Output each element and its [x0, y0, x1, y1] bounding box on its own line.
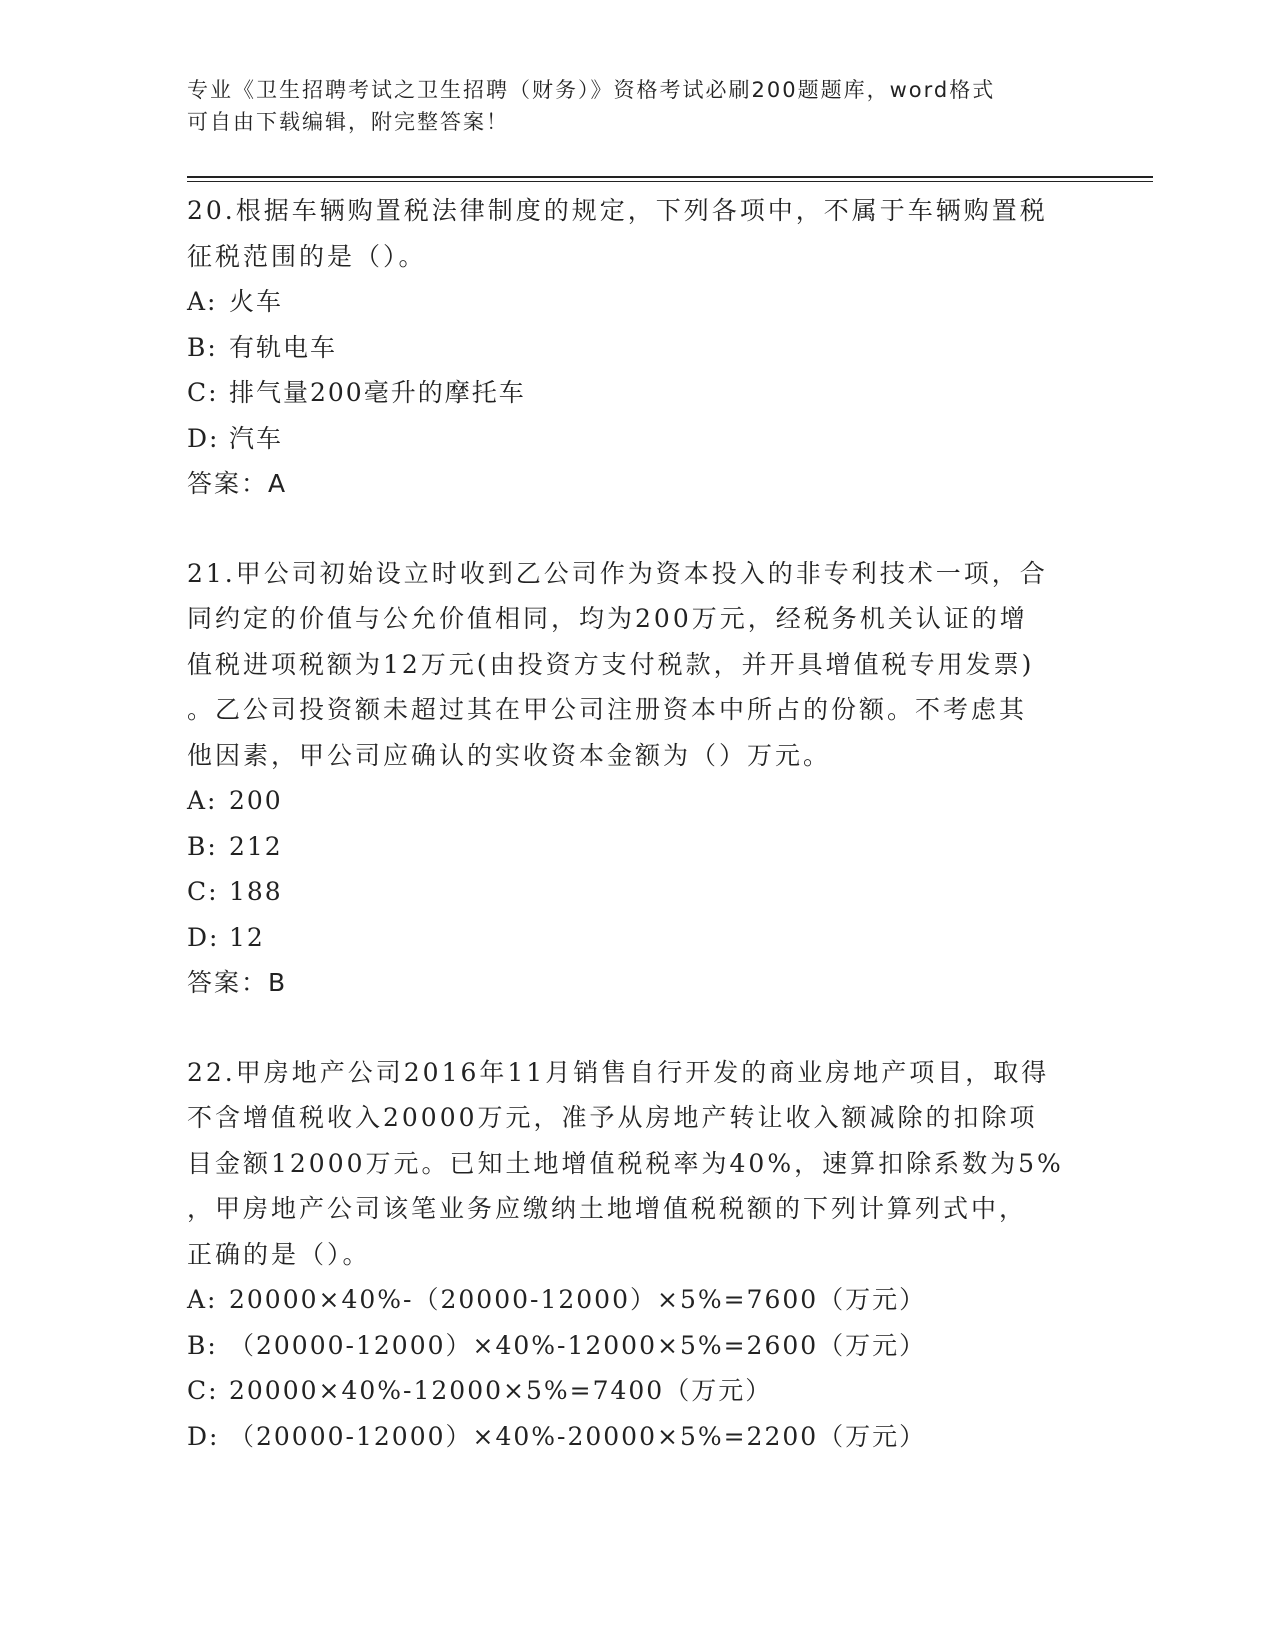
option-c [187, 370, 1087, 416]
option-text: 汽车 [229, 423, 284, 453]
option-label: C: [187, 378, 219, 407]
answer-line: 答案：B [187, 968, 288, 997]
answer-line: 答案：A [187, 469, 288, 498]
option-label: B: [187, 332, 218, 362]
option-text: 12 [229, 922, 265, 952]
option-text: 有轨电车 [229, 332, 338, 362]
question-stem-line: 。乙公司投资额未超过其在甲公司注册资本中所占的份额。不考虑其 [187, 695, 1028, 724]
question-20 [187, 188, 1087, 507]
question-stem-line: 他因素，甲公司应确认的实收资本金额为（）万元。 [187, 740, 832, 770]
option-label: B: [187, 831, 218, 861]
option-text: （20000-12000）×40%-12000×5%=2600（万元） [229, 1330, 927, 1360]
header-rule-thick [187, 176, 1153, 178]
option-text: 212 [229, 831, 283, 861]
option-label: D: [187, 922, 220, 952]
option-text: 200 [229, 786, 283, 815]
question-stem-line: 目金额12000万元。已知土地增值税税率为40%，速算扣除系数为5% [187, 1148, 1064, 1178]
option-c [187, 869, 1087, 915]
option-label: C: [187, 877, 219, 906]
question-stem-line: 值税进项税额为12万元(由投资方支付税款，并开具增值税专用发票) [187, 649, 1035, 679]
document-header [187, 74, 1087, 138]
question-22 [187, 1050, 1087, 1460]
option-label: D: [187, 423, 220, 453]
option-b [187, 325, 1087, 371]
header-line-2: 可自由下载编辑，附完整答案！ [187, 110, 509, 134]
option-c [187, 1368, 1087, 1414]
question-stem-line: 20.根据车辆购置税法律制度的规定，下列各项中，不属于车辆购置税 [187, 196, 1048, 225]
option-text: 排气量200毫升的摩托车 [229, 378, 526, 407]
option-a [187, 279, 1087, 325]
option-label: D: [187, 1421, 220, 1451]
option-b [187, 824, 1087, 870]
option-d [187, 416, 1087, 462]
option-label: B: [187, 1330, 218, 1360]
option-text: 20000×40%-12000×5%=7400（万元） [229, 1376, 773, 1405]
question-stem-line: 正确的是（）。 [187, 1239, 371, 1269]
option-label: C: [187, 1376, 219, 1405]
header-line-1: 专业《卫生招聘考试之卫生招聘（财务）》资格考试必刷200题题库，word格式 [187, 78, 996, 102]
option-text: （20000-12000）×40%-20000×5%=2200（万元） [229, 1421, 927, 1451]
option-b [187, 1323, 1087, 1369]
header-rule-thin [187, 181, 1153, 182]
question-stem-line: 同约定的价值与公允价值相同，均为200万元，经税务机关认证的增 [187, 604, 1028, 633]
option-label: A: [187, 1285, 218, 1314]
question-stem-line: ，甲房地产公司该笔业务应缴纳土地增值税税额的下列计算列式中， [187, 1194, 1028, 1223]
question-stem-line: 不含增值税收入20000万元，准予从房地产转让收入额减除的扣除项 [187, 1103, 1038, 1132]
question-list [187, 188, 1087, 1503]
question-21 [187, 551, 1087, 1006]
question-stem-line: 征税范围的是（）。 [187, 241, 427, 271]
option-text: 20000×40%-（20000-12000）×5%=7600（万元） [229, 1285, 927, 1314]
question-stem-line: 22.甲房地产公司2016年11月销售自行开发的商业房地产项目，取得 [187, 1057, 1050, 1087]
option-text: 火车 [229, 287, 284, 316]
option-label: A: [187, 786, 218, 815]
option-text: 188 [229, 877, 283, 906]
question-stem-line: 21.甲公司初始设立时收到乙公司作为资本投入的非专利技术一项，合 [187, 558, 1048, 588]
option-label: A: [187, 287, 218, 316]
option-d [187, 915, 1087, 961]
option-d [187, 1414, 1087, 1460]
option-a [187, 1277, 1087, 1323]
option-a [187, 778, 1087, 824]
